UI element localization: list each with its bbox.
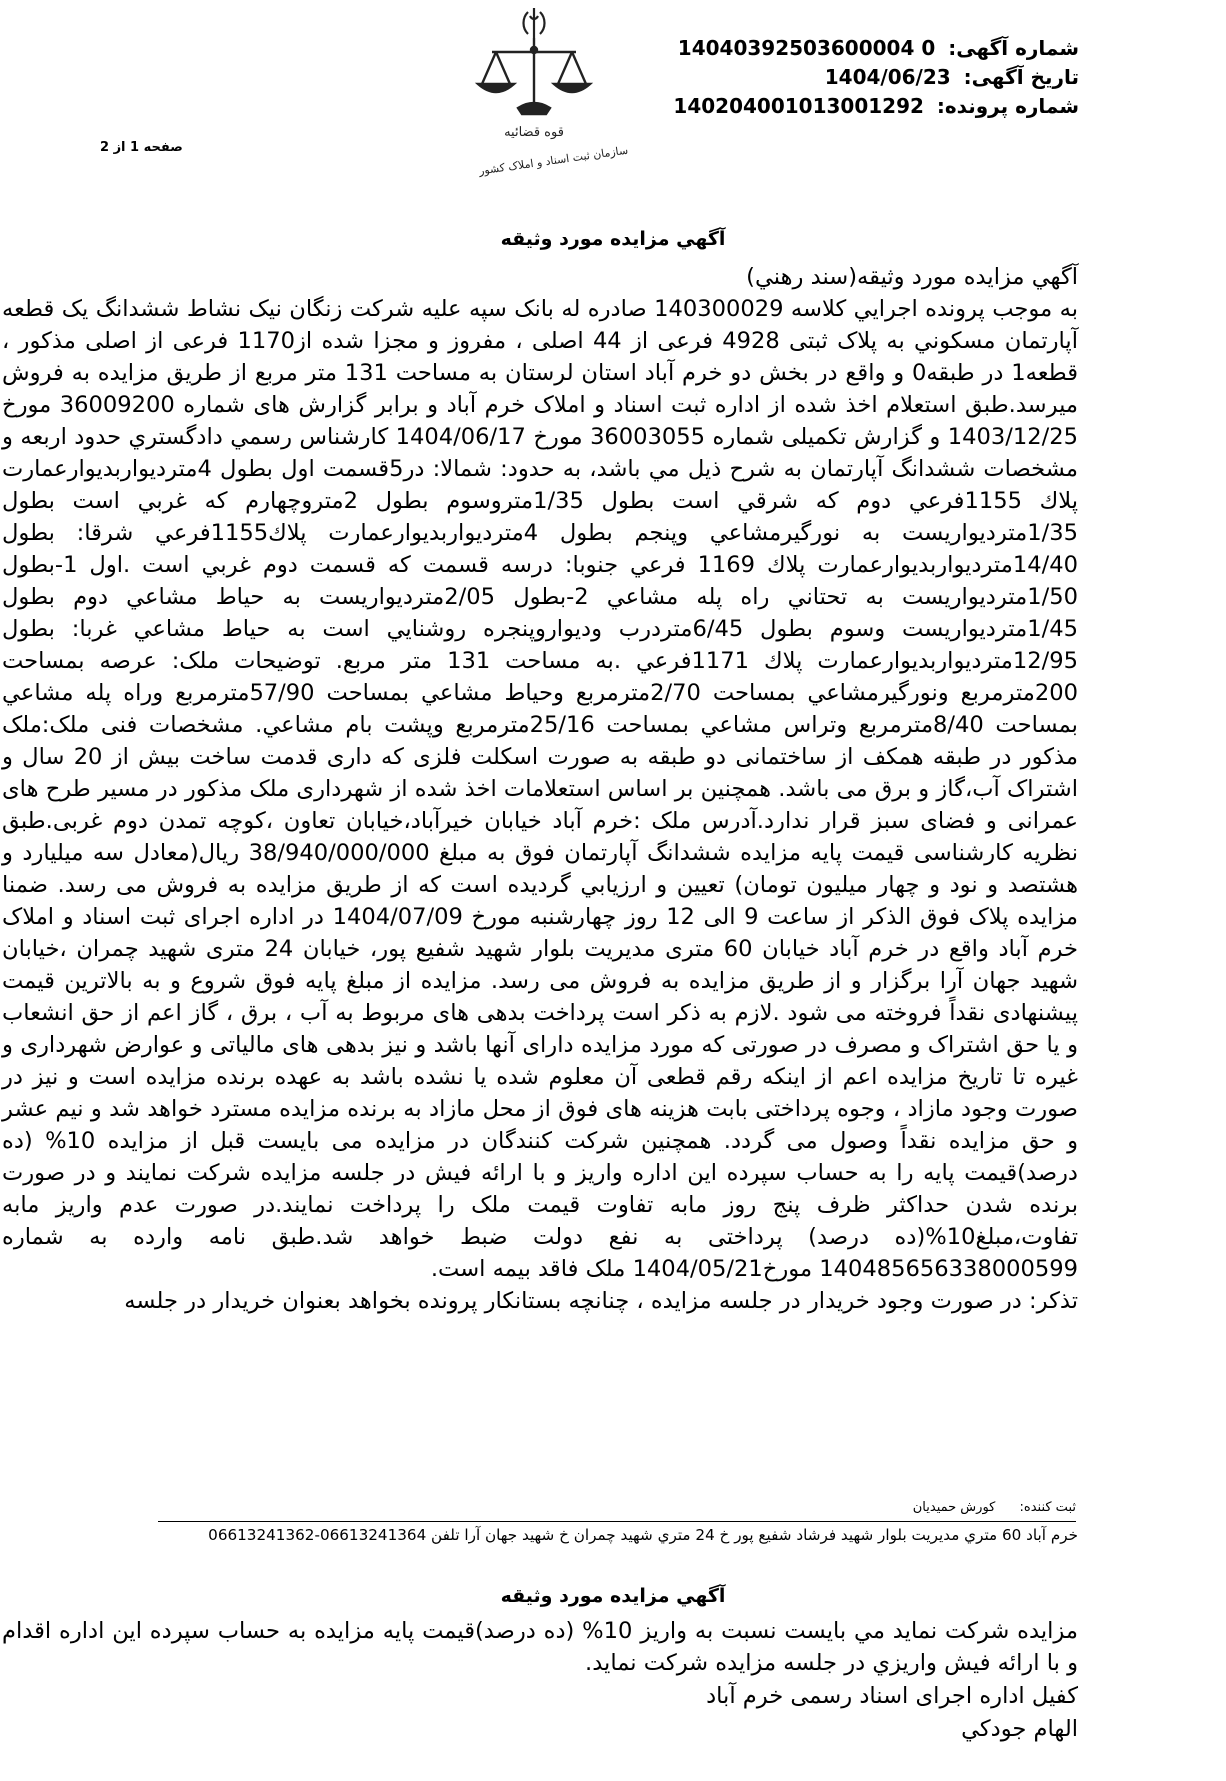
office-address: خرم آباد 60 متري مديريت بلوار شهيد فرشاد شفيع پور خ 24 متري شهيد چمران خ شهيد جهان آرا تلفن 06613241364-06613241362: [208, 1526, 1078, 1544]
footer-divider: [158, 1521, 1076, 1522]
emblem-text-judiciary: قوه قضائیه: [504, 125, 564, 140]
notice-body-paragraph: به موجب پرونده اجرايي كلاسه 140300029 صادره له بانک سپه علیه شرکت زنگان نیک نشاط ششدانگ یک قطعه آپارتمان مسکوني به پلاک ثبتی 4928 فرعی از 44 اصلی ، مفروز و مجزا شده از1170 فرعی از اصلی مذکور ، قطعه1 در طبقه0 و واقع در بخش دو خرم آباد استان لرستان به مساحت 131 متر مربع از طریق مزايده به فروش ميرسد.طبق استعلام اخذ شده از اداره ثبت اسناد و املاک خرم آباد و برابر گزارش های شماره 36009200 مورخ 1403/12/25 و گزارش تکمیلی شماره 36003055 مورخ 1404/06/17 كارشناس رسمي دادگستري حدود اربعه و مشخصات ششدانگ آپارتمان به شرح ذيل مي باشد، به حدود: شمالا: در5قسمت اول بطول 4متردیواربدیوارعمارت پلاك 1155فرعي دوم كه شرقي است بطول 1/35متروسوم بطول 2متروچهارم كه غربي است بطول 1/35متردیواریست به نورگیرمشاعي وپنجم بطول 4متردیواربدیوارعمارت پلاك1155فرعي شرقا: بطول 14/40متردیواربدیوارعمارت پلاك 1169 فرعي جنوبا: درسه قسمت كه قسمت دوم غربي است .اول 1-بطول 1/50متردیواریست به تحتاني راه پله مشاعي 2-بطول 2/05متردیواریست به حیاط مشاعي دوم بطول 1/45متردیواریست وسوم بطول 6/45متردرب وديواروپنجره روشنايي است به حياط مشاعي غربا: بطول 12/95متردیواربدیوارعمارت پلاك 1171فرعي .به مساحت 131 متر مربع. توضيحات ملک: عرصه بمساحت 200مترمربع ونورگیرمشاعي بمساحت 2/70مترمربع وحياط مشاعي بمساحت 57/90مترمربع وراه پله مشاعي بمساحت 8/40مترمربع وتراس مشاعي بمساحت 25/16مترمربع وپشت بام مشاعي. مشخصات فنی ملک:ملک مذکور در طبقه همکف از ساختمانی دو طبقه به صورت اسکلت فلزی که داری قدمت ساخت بیش از 20 سال و اشتراک آب،گاز و برق می باشد. همچنین بر اساس استعلامات اخذ شده از شهرداری ملک مذکور در مسیر طرح های عمرانی و فضای سبز قرار ندارد.آدرس ملک :خرم آباد خیابان خیرآباد،خیابان تعاون ،کوچه تمدن دوم غربی.طبق نظریه کارشناسی قیمت پایه مزایده ششدانگ آپارتمان فوق به مبلغ 38/940/000/000 ريال(معادل سه میلیارد و هشتصد و نود و چهار میلیون تومان) تعیین و ارزيابي گرديده است كه از طريق مزايده به فروش می رسد. ضمنا مزايده پلاک فوق الذکر از ساعت 9 الی 12 روز چهارشنبه مورخ 1404/07/09 در اداره اجرای ثبت اسناد و املاک خرم آباد واقع در خرم آباد خیابان 60 متری مدیریت بلوار شهید شفیع پور، خیابان 24 متری شهید چمران ،خیابان شهید جهان آرا برگزار و از طریق مزایده به فروش می رسد. مزايده از مبلغ پايه فوق شروع و به بالاترين قيمت پيشنهادی نقداً فروخته می شود .لازم به ذکر است پرداخت بدهی های مربوط به آب ، برق ، گاز اعم از حق انشعاب و يا حق اشتراک و مصرف در صورتی که مورد مزايده دارای آنها باشد و نيز بدهی های مالياتی و عوارض شهرداری و غيره تا تاريخ مزايده اعم از اينکه رقم قطعی آن معلوم شده يا نشده باشد به عهده برنده مزايده است و نيز در صورت وجود مازاد ، وجوه پرداختی بابت هزينه های فوق از محل مازاد به برنده مزايده مسترد خواهد شد و نیم عشر و حق مزايده نقداً وصول می گردد. همچنين شرکت کنندگان در مزایده می بایست قبل از مزایده 10% (ده درصد)قیمت پایه را به حساب سپرده این اداره واریز و با ارائه فیش در جلسه مزایده شرکت نمایند و در صورت برنده شدن حداکثر ظرف پنج روز مابه تفاوت قیمت ملک را پرداخت نمایند.در صورت عدم واریز مابه تفاوت،مبلغ10%(ده درصد) پرداختی به نفع دولت ضبط خواهد شد.طبق نامه وارده به شماره 140485656338000599 مورخ1404/05/21 ملک فاقد بیمه است.: [2, 296, 1079, 1282]
notice-meta: [673, 34, 1079, 121]
continuation-body: [2, 1615, 1078, 1679]
continuation-title: آگهي مزايده مورد وثيقه: [500, 1585, 726, 1607]
notice-body: [2, 261, 1078, 1317]
case-number-label: شماره پرونده:: [936, 94, 1079, 118]
notice-number-row: [679, 34, 1079, 63]
notice-title: آگهي مزايده مورد وثيقه: [500, 228, 726, 250]
registrar-name: كورش حميديان: [912, 1500, 996, 1515]
continuation-paragraph: مزایده شرکت نماید مي بایست نسبت به واریز 10% (ده درصد)قیمت پایه مزایده به حساب سپرده این اداره اقدام و با ارائه فيش واريزي در جلسه مزایده شرکت نماید.: [2, 1618, 1078, 1676]
page-indicator: صفحه 1 از 2: [100, 140, 183, 155]
notice-date-row: [679, 63, 1079, 92]
signature-block: [706, 1680, 1078, 1746]
notice-subtitle: آگهي مزايده مورد وثيقه(سند رهني): [746, 264, 1078, 290]
notice-date-value: 1404/06/23: [824, 65, 951, 89]
emblem-text-registration-org: سازمان ثبت اسناد و املاک کشور: [478, 143, 629, 178]
registrar: [913, 1500, 1076, 1515]
registrar-label: ثبت كننده:: [1019, 1500, 1076, 1515]
notice-reminder: تذکر: در صورت وجود خریدار در جلسه مزایده ، چنانچه بستانکار پرونده بخواهد بعنوان خریدار در جلسه: [124, 1288, 1078, 1314]
signature-name: الهام جودکي: [961, 1716, 1078, 1742]
case-number-value: 140204001013001292: [673, 94, 924, 118]
notice-date-label: تاریخ آگهی:: [963, 65, 1079, 89]
notice-number-label: شماره آگهی:: [948, 36, 1079, 60]
signature-title: كفيل اداره اجرای اسناد رسمی خرم آباد: [706, 1683, 1078, 1709]
case-number-row: [673, 92, 1079, 121]
notice-number-value: 14040392503600004 0: [677, 36, 936, 60]
judiciary-emblem-logo: [462, 4, 672, 194]
